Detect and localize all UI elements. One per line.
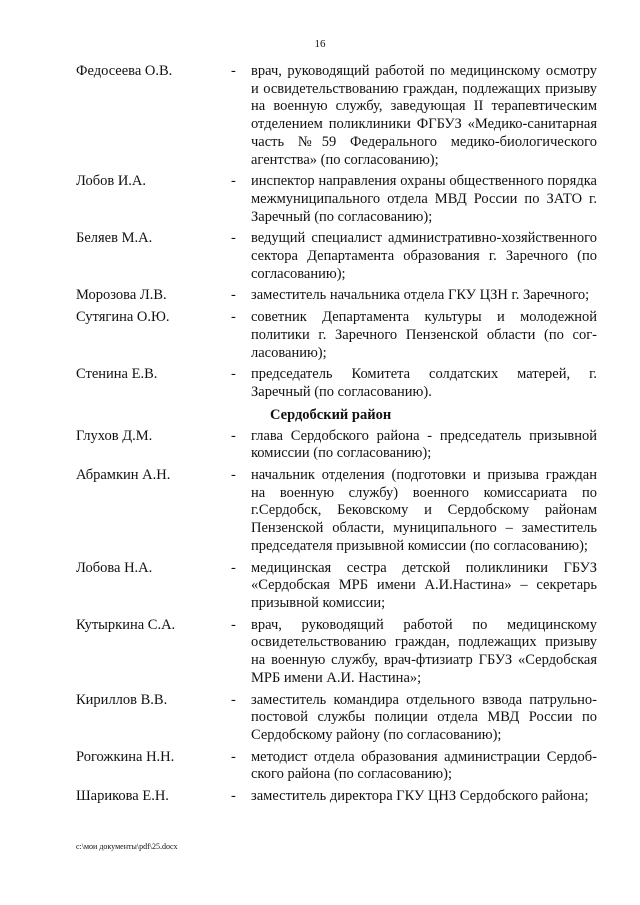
dash-separator: - — [231, 63, 236, 79]
member-name: Федосеева О.В. — [76, 63, 173, 79]
member-row — [0, 287, 640, 305]
member-role: медицинская сестра детской поликлиники ГБУЗ «Сердобская МРБ имени А.И.Настина» – секретарь призывной комиссии; — [251, 559, 597, 611]
member-role: советник Департамента культуры и молодежной политики г. Заречного Пензенской области (по согласованию); — [251, 309, 597, 361]
member-name: Глухов Д.М. — [76, 427, 153, 444]
commission-list — [0, 63, 640, 810]
member-name: Сутягина О.Ю. — [76, 309, 170, 326]
member-row — [0, 617, 640, 688]
member-role: заместитель начальника отдела ГКУ ЦЗН г. Заречного; — [251, 287, 590, 304]
member-row — [0, 749, 640, 784]
member-role: врач, руководящий работой по медицинскому осмотру и освидетельствованию граждан, подлежащих призыву на военную службу, заведующая II терапевтическим отделением поликлиники ФГБУЗ «Медико-санитарная часть №59 Федерального медико-биологического агентства» (по согласованию); — [251, 63, 597, 168]
member-role: врач, руководящий работой по медицинскому освидетельствованию граждан, подлежащих призыву на военную службу, врач-фтизиатр ГБУЗ «Сердобская МРБ имени А.И. Настина»; — [251, 616, 597, 686]
member-row — [0, 309, 640, 362]
member-name: Лобов И.А. — [76, 173, 147, 190]
member-role: методист отдела образования администрации Сердобского района (по согласованию); — [251, 748, 597, 783]
member-role: председатель Комитета солдатских матерей, г. Заречный (по согласованию). — [251, 366, 597, 400]
dash-separator: - — [231, 748, 236, 765]
member-name: Абрамкин А.Н. — [76, 467, 171, 484]
dash-separator: - — [231, 788, 236, 805]
dash-separator: - — [231, 309, 236, 326]
footer-path: c:\мои документы\pdf\25.docx — [76, 842, 178, 851]
member-row — [0, 788, 640, 806]
bottom-rows — [0, 428, 640, 806]
dash-separator: - — [231, 467, 236, 484]
dash-separator: - — [231, 616, 236, 633]
page-number: 16 — [314, 38, 326, 50]
member-role: заместитель директора ГКУ ЦНЗ Сердобского района; — [251, 788, 589, 805]
dash-separator: - — [231, 230, 236, 247]
member-role: заместитель командира отдельного взвода патрульно-постовой службы полиции отдела МВД России по Сердобскому району (по согласованию); — [251, 691, 597, 743]
member-name: Морозова Л.В. — [76, 287, 167, 304]
member-row — [0, 230, 640, 283]
member-name: Рогожкина Н.Н. — [76, 748, 175, 765]
dash-separator: - — [231, 173, 236, 190]
member-name: Лобова Н.А. — [76, 559, 153, 576]
dash-separator: - — [231, 366, 236, 383]
member-name: Стенина Е.В. — [76, 366, 158, 383]
member-role: инспектор направления охраны общественного порядка межмуниципального отдела МВД России по ЗАТО г. Заречный (по согласованию); — [251, 173, 597, 225]
member-role: глава Сердобского района - председатель призывной комиссии (по согласованию); — [251, 427, 597, 462]
section-title: Сердобский район — [270, 406, 392, 423]
member-name: Кириллов В.В. — [76, 691, 168, 708]
top-rows — [0, 63, 640, 402]
dash-separator: - — [231, 287, 236, 304]
member-row — [0, 428, 640, 463]
dash-separator: - — [231, 559, 236, 576]
member-row — [0, 692, 640, 745]
member-row — [0, 467, 640, 556]
dash-separator: - — [231, 427, 236, 444]
member-role: начальник отделения (подготовки и призыва граждан на военную службу) военного комиссариата по г.Сердобск, Бековскому и Сердобскому районам Пензенской области, муниципального – заместитель председателя призывной комиссии (по согласованию); — [251, 467, 597, 554]
member-name: Кутыркина С.А. — [76, 616, 176, 633]
dash-separator: - — [231, 691, 236, 708]
member-role: ведущий специалист административно-хозяйственного сектора Департамента образования г. Заречного (по согласованию); — [251, 230, 597, 282]
member-row — [0, 173, 640, 226]
member-row — [0, 560, 640, 613]
member-name: Шарикова Е.Н. — [76, 788, 169, 805]
member-row — [0, 63, 640, 169]
member-row — [0, 366, 640, 401]
member-name: Беляев М.А. — [76, 230, 153, 247]
